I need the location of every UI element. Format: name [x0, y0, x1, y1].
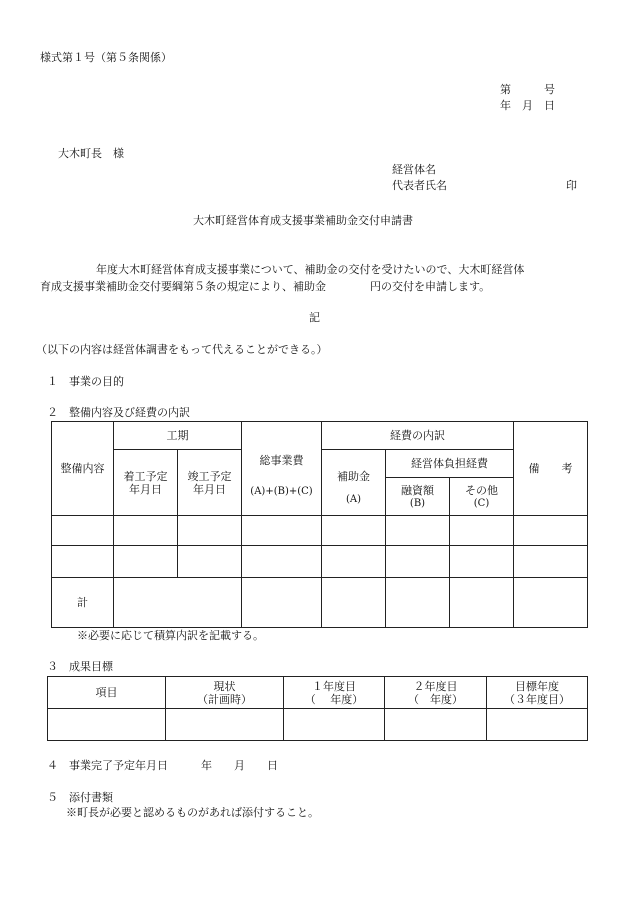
- table-row: [48, 709, 588, 741]
- body-line-2: 育成支援事業補助金交付要綱第５条の規定により、補助金 円の交付を申請します。: [40, 280, 491, 293]
- col-subsidy-header: 補助金 (A): [322, 450, 386, 516]
- total-row: [52, 578, 588, 628]
- total-label: 計: [52, 578, 114, 628]
- col-breakdown-header: 経費の内訳: [322, 422, 514, 450]
- col-remarks-header: 備 考: [514, 422, 588, 516]
- page-title: 大木町経営体育成支援事業補助金交付申請書: [193, 214, 413, 227]
- table-footnote: ※必要に応じて積算内訳を記載する。: [77, 629, 264, 642]
- document-number: 第 号: [500, 83, 555, 96]
- document-date: 年 月 日: [500, 99, 555, 112]
- body-line-1: 年度大木町経営体育成支援事業について、補助金の交付を受けたいので、大木町経営体: [96, 263, 525, 276]
- section-4-heading: ４ 事業完了予定年月日 年 月 日: [47, 759, 278, 772]
- goals-col-year2: ２年度目 （ 年度）: [385, 677, 487, 709]
- goals-col-current: 現状 （計画時）: [166, 677, 284, 709]
- addressee: 大木町長 様: [58, 147, 124, 160]
- col-period-header: 工期: [114, 422, 242, 450]
- section-5-heading: ５ 添付書類: [47, 791, 113, 804]
- col-end-header: 竣工予定 年月日: [178, 450, 242, 516]
- col-total-header: 総事業費 (A)+(B)+(C): [242, 422, 322, 516]
- goals-col-year1: １年度目 （ 年度）: [284, 677, 385, 709]
- section-2-heading: ２ 整備内容及び経費の内訳: [47, 406, 190, 419]
- section-3-heading: ３ 成果目標: [47, 660, 113, 673]
- col-loan-header: 融資額 (B): [386, 478, 450, 516]
- applicant-entity-label: 経営体名: [392, 163, 436, 176]
- form-label: 様式第１号（第５条関係）: [40, 51, 172, 64]
- note-intro: （以下の内容は経営体調書をもって代えることができる。）: [36, 343, 328, 356]
- col-other-header: その他 (C): [450, 478, 514, 516]
- table-row: [52, 516, 588, 546]
- section-5-note: ※町長が必要と認めるものがあれば添付すること。: [66, 806, 319, 819]
- goals-col-target: 目標年度 （３年度目）: [487, 677, 588, 709]
- section-1-heading: １ 事業の目的: [47, 375, 124, 388]
- col-burden-header: 経営体負担経費: [386, 450, 514, 478]
- col-start-header: 着工予定 年月日: [114, 450, 178, 516]
- col-item-header: 整備内容: [52, 422, 114, 516]
- ki-heading: 記: [309, 311, 320, 324]
- goals-col-item: 項目: [48, 677, 166, 709]
- table-row: [52, 546, 588, 578]
- applicant-representative-label: 代表者氏名: [392, 179, 447, 192]
- seal-mark: 印: [566, 179, 577, 192]
- goals-table: [47, 676, 588, 741]
- expense-table: [51, 421, 588, 628]
